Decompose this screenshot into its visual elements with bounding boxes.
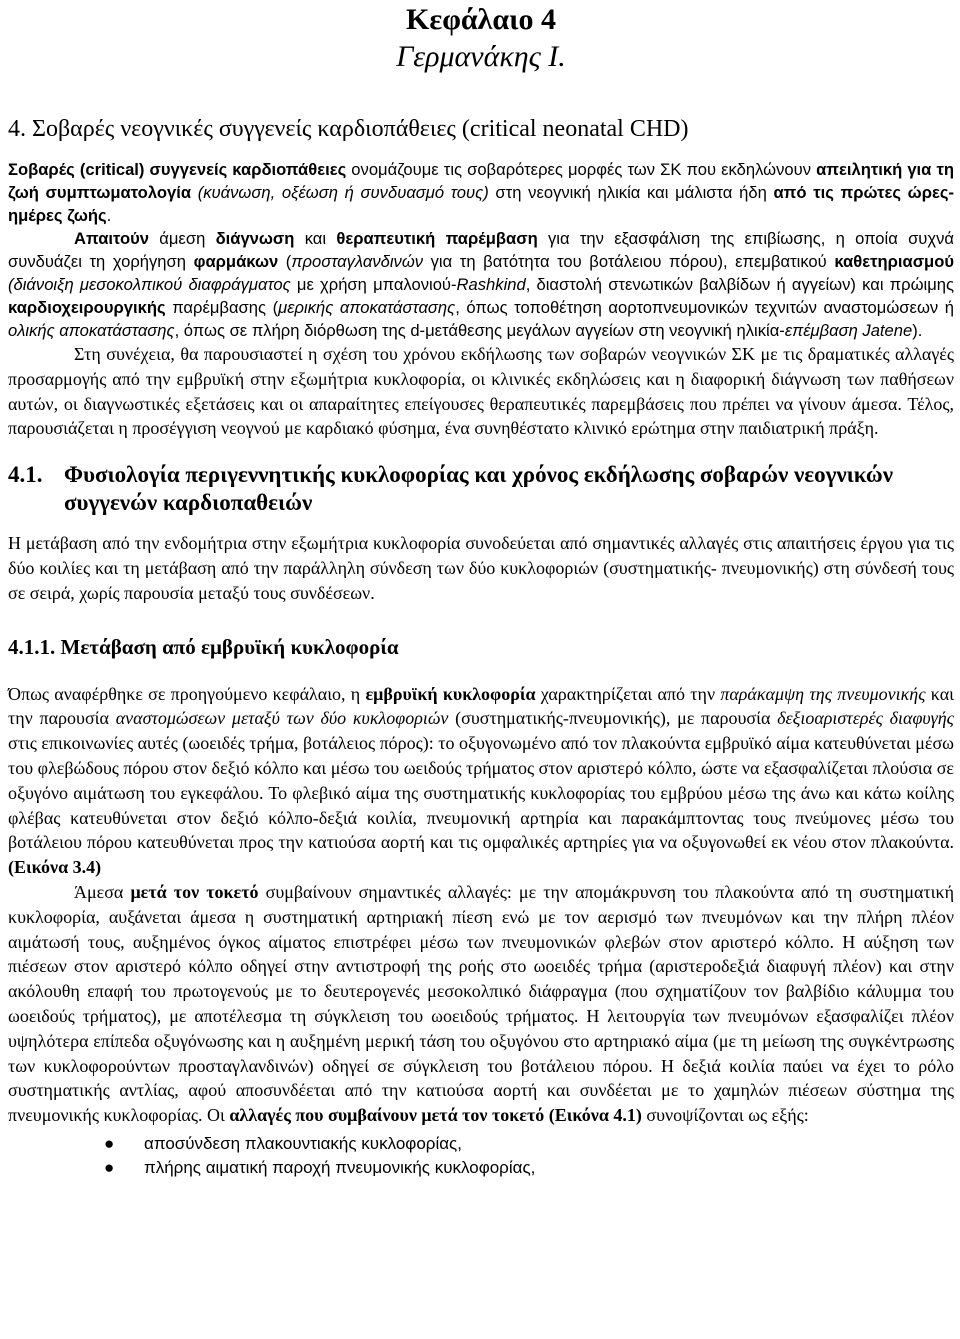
- text-run: συνοψίζονται ως εξής:: [641, 1105, 809, 1126]
- text-run: και την παρουσία: [8, 683, 954, 729]
- text-run: και: [294, 229, 337, 248]
- text-bold: (Εικόνα 3.4): [8, 857, 102, 878]
- section-4-1-1-heading: 4.1.1. Μετάβαση από εμβρυϊκή κυκλοφορία: [8, 634, 399, 659]
- text-bold: καθετηριασμού: [834, 252, 954, 271]
- text-run: , όπως τοποθέτηση αορτοπνευμονικών τεχνιτών αναστομώσεων ή: [455, 298, 955, 317]
- text-bold: διάγνωση: [215, 229, 295, 248]
- chapter-title: Κεφάλαιο 4: [406, 3, 556, 36]
- text-bold: Σοβαρές (critical) συγγενείς καρδιοπάθειες: [8, 160, 347, 179]
- text-italic: Rashkind: [456, 275, 526, 294]
- text-bold: απειλητική για τη ζωή συμπτωματολογία: [8, 160, 954, 202]
- section-4-1-1-paragraph-2: [8, 880, 954, 1128]
- section-4-paragraph-1: [8, 158, 954, 227]
- text-bold: αλλαγές που συμβαίνουν μετά τον τοκετό (Εικόνα 4.1): [229, 1105, 642, 1126]
- text-run: στις επικοινωνίες αυτές (ωοειδές τρήμα, βοτάλειος πόρος): το οξυγονωμένο από τον πλακούντα εμβρυϊκό αίμα κατευθύνεται μέσω του φλεβώδους πόρου στον δεξιό κόλπο και μέσω του ωειδούς τρήματος στον αριστερό κόλπο, ώστε να εξασφαλίζεται πλούσια σε οξυγόνο αιμάτωση του εγκεφάλου. Το φλεβικό αίμα της συστηματικής κυκλοφορίας του εμβρύου μέσω της άνω και κάτω κοίλης φλέβας κατευθύνεται στον δεξιό κόλπο-δεξιά κοιλία, πνευμονική αρτηρία και παρακάμπτοντας τους πνεύμονες μέσω του βοτάλειου πόρου κατευθύνεται προς την κατιούσα αορτή και τις ομφαλικές αρτηρίες για να οξυγονωθεί εκ νέου στον πλακούντα.: [8, 733, 954, 853]
- bullet-icon: ●: [104, 1157, 115, 1177]
- text-run: παρέμβασης (: [165, 298, 279, 317]
- text-bold: από τις πρώτες ώρες-ημέρες ζωής: [8, 183, 954, 225]
- document-page: [8, 0, 954, 1180]
- text-run: (συστηματικής-πνευμονικής), με παρουσία: [448, 708, 778, 729]
- text-bold: καρδιοχειρουργικής: [8, 298, 166, 317]
- text-italic: (κυάνωση, οξέωση ή συνδυασμό τους): [191, 183, 489, 202]
- section-4-1-number: 4.1.: [8, 462, 43, 488]
- list-item-text: πλήρης αιματική παροχή πνευμονικής κυκλοφορίας,: [144, 1157, 536, 1177]
- text-run: (: [278, 252, 292, 271]
- text-run: , όπως σε πλήρη διόρθωση της d-μετάθεσης μεγάλων αγγείων στη νεογνική ηλικία-: [174, 321, 785, 340]
- text-run: Όπως αναφέρθηκε σε προηγούμενο κεφάλαιο, η: [8, 683, 366, 704]
- text-italic: προσταγλανδινών: [291, 252, 424, 271]
- text-run: για τη βατότητα του βοτάλειου πόρου), επεμβατικού: [423, 252, 835, 271]
- section-4-1-paragraph-1: Η μετάβαση από την ενδομήτρια στην εξωμήτρια κυκλοφορία συνοδεύεται από σημαντικές αλλαγές στις απαιτήσεις έργου για τις δύο κοιλίες και τη μετάβαση από την παράλληλη σύνδεση των δύο κυκλοφοριών (συστηματικής- πνευμονικής) στη σύνδεσή τους σε σειρά, χωρίς παρουσία μεταξύ τους συνδέσεων.: [8, 533, 954, 603]
- text-italic: δεξιοαριστερές διαφυγής: [777, 708, 954, 729]
- section-4-1-1-paragraph-1: [8, 682, 954, 880]
- text-run: χαρακτηρίζεται από την: [535, 683, 721, 704]
- text-italic: (διάνοιξη μεσοκολπικού διαφράγματος: [8, 275, 291, 294]
- text-run: συμβαίνουν σημαντικές αλλαγές: με την απομάκρυνση του πλακούντα από τη συστηματική κυκλοφορία, αυξάνεται άμεσα η συστηματική αρτηριακή πίεση ενώ με τον αερισμό των πνευμόνων και την πλήρη πλέον αιμάτωσή τους, αυξημένος όγκος αίματος επιστρέφει μέσω των πνευμονικών φλεβών στον αριστερό κόλπο. Η αύξηση των πιέσεων στον αριστερό κόλπο οδηγεί στην αντιστροφή της ροής στο ωοειδές τρήμα (αριστεροδεξιά διαφυγή πλέον) και στην ακόλουθη επαφή του πρωτογενούς με το δευτερογενές μεσοκολπικό διάφραγμα (που σχηματίζουν τον βαλβίδιο κάλυμμα του ωοειδούς τρήματος), με αποτέλεσμα τη σύγκλειση του ωοειδούς τρήματος. Η λειτουργία των πνευμόνων εξασφαλίζει πλέον υψηλότερα επίπεδα οξυγόνωσης και η αυξημένη μερική τάση του οξυγόνου στο αρτηριακό αίμα (με τη μείωση της συγκέντρωσης των κυκλοφορούντων προσταγλανδινών) οδηγεί σε σύγκλειση του βοτάλειου πόρου. Η δεξιά κοιλία παύει να έχει το ρόλο συστηματικής αντλίας, αφού αποσυνδέεται από την κατιούσα αορτή και συνδέεται με το χαμηλών πιέσεων σύστημα της πνευμονικής κυκλοφορίας. Οι: [8, 881, 954, 1126]
- text-run: .: [106, 206, 112, 225]
- list-item: [8, 1132, 954, 1156]
- text-run: ).: [912, 321, 923, 340]
- list-item-text: αποσύνδεση πλακουντιακής κυκλοφορίας,: [144, 1133, 462, 1153]
- section-4-paragraph-3: Στη συνέχεια, θα παρουσιαστεί η σχέση του χρόνου εκδήλωσης των σοβαρών νεογνικών ΣΚ με τις δραματικές αλλαγές προσαρμογής από την εμβρυϊκή στην εξωμήτρια κυκλοφορία, οι κλινικές εκδηλώσεις και η διαφορική διάγνωση των παθήσεων αυτών, οι διαγνωστικές εξετάσεις και οι απαραίτητες επείγουσες θεραπευτικές παρεμβάσεις που πρέπει να γίνουν άμεσα. Τέλος, παρουσιάζεται η προσέγγιση νεογνού με καρδιακό φύσημα, ένα συνηθέστατο κλινικό ερώτημα στην παιδιατρική πράξη.: [8, 344, 954, 439]
- section-4-paragraph-2: [8, 227, 954, 342]
- text-italic: μερικής αποκατάστασης: [278, 298, 456, 317]
- text-run: για την εξασφάλιση της επιβίωσης, η οποία συχνά συνδυάζει τη χορήγηση: [8, 229, 954, 271]
- text-run: Άμεσα: [74, 881, 131, 902]
- changes-list: [8, 1132, 954, 1180]
- text-run: , διαστολή στενωτικών βαλβίδων ή αγγείων) και πρώιμης: [525, 275, 954, 294]
- bullet-icon: ●: [104, 1133, 115, 1153]
- list-item: [8, 1156, 954, 1180]
- text-bold: μετά τον τοκετό: [130, 881, 259, 902]
- text-run: άμεση: [149, 229, 216, 248]
- section-4-1-title: Φυσιολογία περιγεννητικής κυκλοφορίας και χρόνος εκδήλωσης σοβαρών νεογνικών συγγενών καρδιοπαθειών: [64, 462, 893, 516]
- text-run: ονομάζουμε τις σοβαρότερες μορφές των ΣΚ που εκδηλώνουν: [346, 160, 817, 179]
- text-bold: εμβρυϊκή κυκλοφορία: [365, 683, 536, 704]
- text-bold: φαρμάκων: [193, 252, 279, 271]
- text-bold: θεραπευτική παρέμβαση: [336, 229, 538, 248]
- chapter-author: Γερμανάκης Ι.: [396, 40, 566, 73]
- text-run: με χρήση μπαλονιού-: [290, 275, 457, 294]
- text-italic: παράκαμψη της πνευμονικής: [720, 683, 926, 704]
- section-4-heading: 4. Σοβαρές νεογνικές συγγενείς καρδιοπάθειες (critical neonatal CHD): [8, 116, 689, 142]
- text-run: στη νεογνική ηλικία και μάλιστα ήδη: [488, 183, 774, 202]
- text-bold: Απαιτούν: [74, 229, 150, 248]
- section-4-1-heading: [8, 461, 954, 517]
- text-italic: ολικής αποκατάστασης: [8, 321, 175, 340]
- text-italic: επέμβαση Jatene: [784, 321, 913, 340]
- text-italic: αναστομώσεων μεταξύ των δύο κυκλοφοριών: [115, 708, 449, 729]
